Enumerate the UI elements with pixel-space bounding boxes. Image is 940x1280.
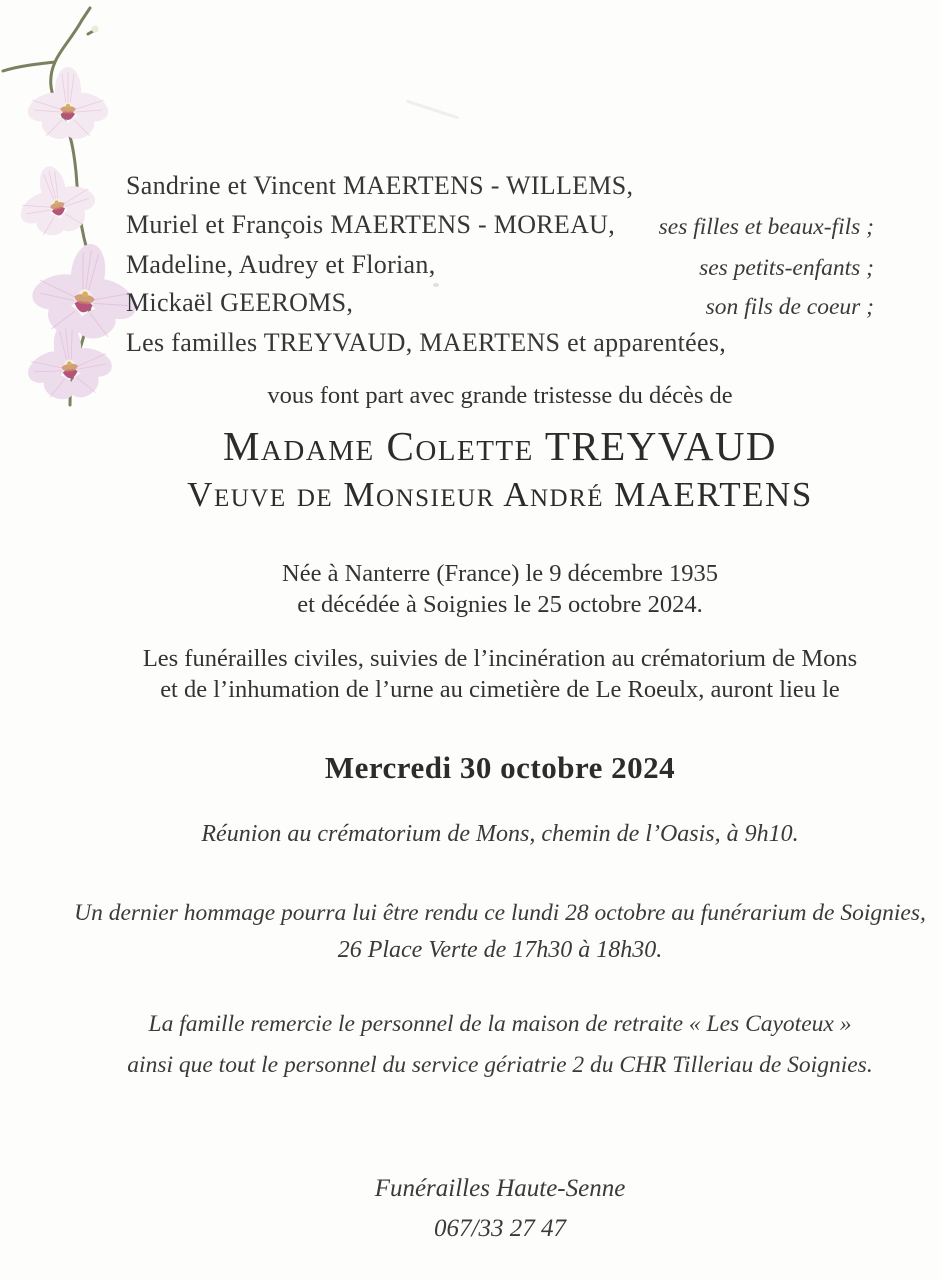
deceased-subtitle: Veuve de Monsieur André MAERTENS — [187, 475, 813, 514]
funeral-home-name: Funérailles Haute-Senne — [374, 1175, 626, 1202]
scan-speck — [433, 283, 439, 287]
relation-label: son fils de coeur ; — [705, 294, 874, 320]
relative-line: Muriel et François MAERTENS - MOREAU, — [126, 210, 616, 239]
birth-line: Née à Nanterre (France) le 9 décembre 1935 — [282, 560, 718, 587]
funeral-date: Mercredi 30 octobre 2024 — [324, 750, 676, 785]
intro-line: vous font part avec grande tristesse du décès de — [267, 382, 733, 409]
relative-line: Madeline, Audrey et Florian, — [126, 250, 436, 279]
relation-label: ses petits-enfants ; — [699, 255, 874, 281]
thanks-line-1: La famille remercie le personnel de la maison de retraite « Les Cayoteux » — [148, 1011, 852, 1037]
thanks-line-2: ainsi que tout le personnel du service gériatrie 2 du CHR Tilleriau de Soignies. — [127, 1052, 873, 1078]
tribute-line-2: 26 Place Verte de 17h30 à 18h30. — [337, 937, 663, 963]
relative-line: Sandrine et Vincent MAERTENS - WILLEMS, — [126, 171, 634, 200]
funeral-details-line-1: Les funérailles civiles, suivies de l’incinération au crématorium de Mons — [142, 645, 858, 672]
tribute-line-1: Un dernier hommage pourra lui être rendu ce lundi 28 octobre au funérarium de Soignies, — [74, 900, 926, 926]
funeral-details-line-2: et de l’inhumation de l’urne au cimetière de Le Roeulx, auront lieu le — [160, 676, 840, 703]
relation-label: ses filles et beaux-fils ; — [658, 214, 874, 240]
scan-smudge — [406, 100, 459, 120]
funeral-home-phone: 067/33 27 47 — [434, 1215, 566, 1242]
relative-line: Les familles TREYVAUD, MAERTENS et apparentées, — [126, 328, 727, 357]
relative-line: Mickaël GEEROMS, — [126, 288, 354, 317]
meeting-line: Réunion au crématorium de Mons, chemin de l’Oasis, à 9h10. — [201, 821, 799, 847]
death-line: et décédée à Soignies le 25 octobre 2024. — [297, 591, 703, 618]
deceased-name: Madame Colette TREYVAUD — [222, 423, 778, 469]
